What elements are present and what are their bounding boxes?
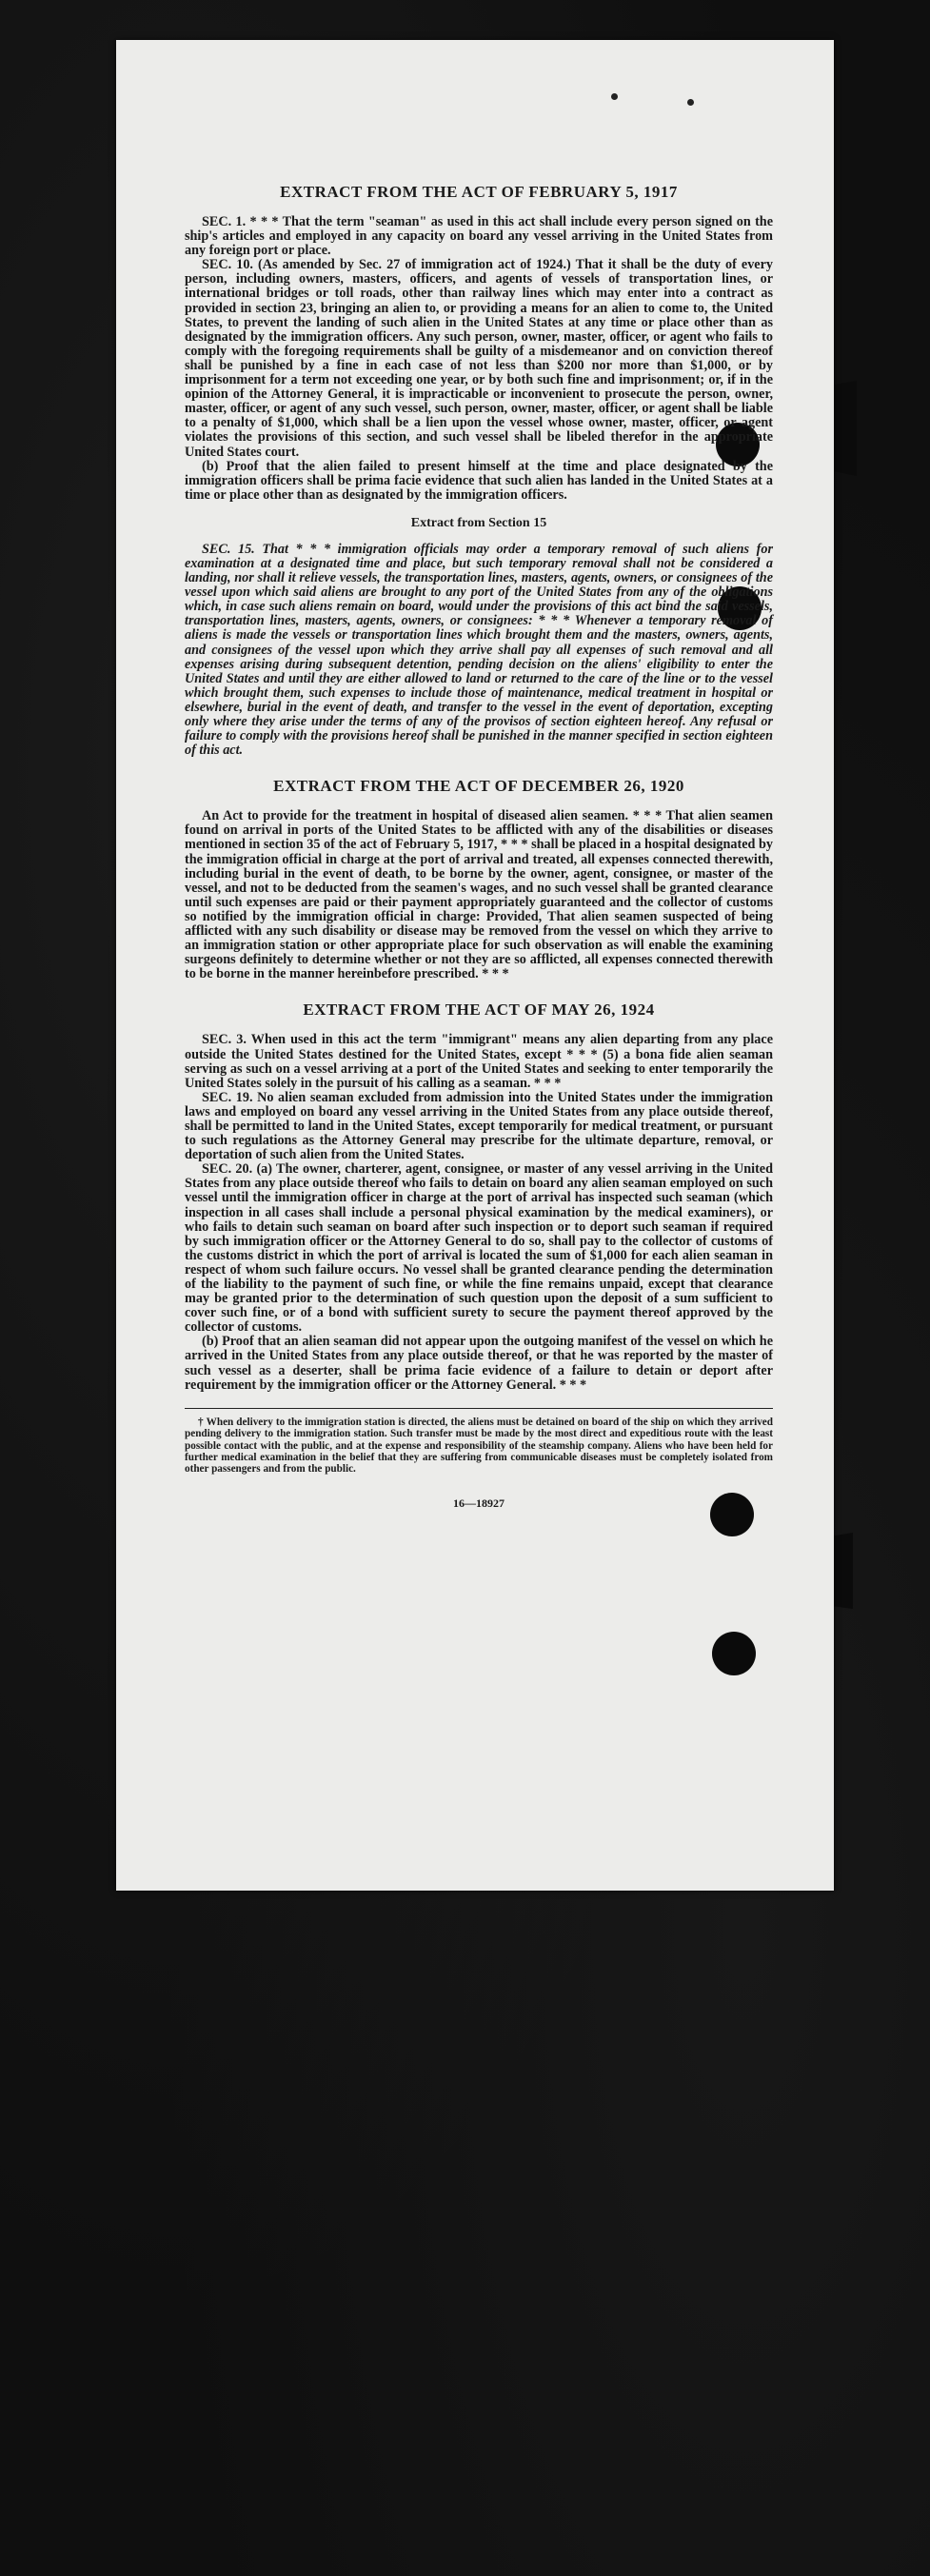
section-heading-1920: EXTRACT FROM THE ACT OF DECEMBER 26, 1920	[273, 777, 684, 796]
document-page	[116, 40, 834, 1891]
subheading-section-15: Extract from Section 15	[410, 515, 547, 530]
paragraph-sec-20-a: SEC. 20. (a) The owner, charterer, agent, consignee, or master of any vessel arriving in the United States from any place outside thereof who fails to detain on board any alien seaman employed on such vessel until the immigration officer in charge at the port of arrival has inspected such seaman (which inspection in all cases shall include a personal physical examination by the medical examiners), or who fails to detain such seaman on board after such inspection or to deport such seaman if required by such immigration officer or the Attorney General to do so, shall pay to the collector of customs of the customs district in which the port of arrival is located the sum of $1,000 for each alien seaman in respect of whom such failure occurs. No vessel shall be granted clearance pending the determination of the liability to the payment of such fine, or while the fine remains unpaid, except that clearance may be granted prior to the determination of such question upon the deposit of a sum sufficient to cover such fine, or of a bond with sufficient surety to secure the payment thereof approved by the collector of customs.	[185, 1161, 773, 1336]
footnote-divider	[185, 1408, 773, 1409]
paragraph-sec-3: SEC. 3. When used in this act the term "immigrant" means any alien departing from any place outside the United States destined for the United States, except * * * (5) a bona fide alien seaman serving as such on a vessel arriving at a port of the United States and seeking to enter temporarily the United States solely in the pursuit of his calling as a seaman. * * *	[185, 1032, 773, 1091]
section-heading-1917: EXTRACT FROM THE ACT OF FEBRUARY 5, 1917	[280, 183, 678, 201]
paragraph-sec-1: SEC. 1. * * * That the term "seaman" as used in this act shall include every person signed on the ship's articles and employed in any capacity on board any vessel arriving in the United States from any foreign port or place.	[185, 214, 773, 259]
speck-mark	[611, 93, 618, 100]
speck-mark	[687, 99, 694, 106]
paragraph-sec-10-b: (b) Proof that the alien failed to present himself at the time and place designated by the immigration officers shall be prima facie evidence that such alien has landed in the United States at a time or place other than as designated by the immigration officers.	[185, 458, 773, 503]
paragraph-sec-10: SEC. 10. (As amended by Sec. 27 of immigration act of 1924.) That it shall be the duty of every person, including owners, masters, officers, and agents of vessels of transportation lines, or international bridges or toll roads, other than railway lines which may enter into a contract as provided in section 23, bringing an alien to, or providing a means for an alien to come to, the United States, to prevent the landing of such alien in the United States at any time or place other than as designated by the immigration officers. Any such person, owner, master, officer, or agent who fails to comply with the foregoing requirements shall be guilty of a misdemeanor and on conviction thereof shall be punished by a fine in each case of not less than $200 nor more than $1,000, or by imprisonment for a term not exceeding one year, or by both such fine and imprisonment; or, if in the opinion of the Attorney General, it is impracticable or inconvenient to prosecute the person, owner, master, officer, or agent of any such vessel, such person, owner, master, officer, or agent shall be liable to a penalty of $1,000, which shall be a lien upon the vessel whose owner, master, officer, or agent violates the provisions of this section, and such vessel shall be libeled therefor in the appropriate United States court.	[185, 257, 773, 460]
paragraph-act-1920: An Act to provide for the treatment in hospital of diseased alien seamen. * * * That alien seamen found on arrival in ports of the United States to be afflicted with any of the disabilities or diseases mentioned in section 35 of the act of February 5, 1917, * * * shall be placed in a hospital designated by the immigration official in charge at the port of arrival and treated, all expenses connected therewith, including burial in the event of death, to be borne by the owner, agent, consignee, or master of the vessel, and not to be deducted from the seamen's wages, and no such vessel shall be granted clearance until such expenses are paid or their payment appropriately guaranteed and the collector of customs so notified by the immigration official in charge: Provided, That alien seamen suspected of being afflicted with any such disability or disease may be removed from the vessel on which they arrive to an immigration station or other appropriate place for such observation as will enable the examining surgeons definitely to determine whether or not they are so afflicted, all expenses connected therewith to be borne in the manner hereinbefore prescribed. * * *	[185, 808, 773, 982]
footnote: † When delivery to the immigration station is directed, the aliens must be detained on board of the ship on which they arrived pending delivery to the immigration station. Such transfer must be made by the most direct and expeditious route with the least possible contact with the public, and at the expense and responsibility of the steamship company. Aliens who have been held for further medical examination in the belief that they are suffering from communicable diseases must be completely isolated from other passengers and from the public.	[185, 1416, 773, 1476]
punch-hole	[712, 1632, 756, 1675]
document-body	[185, 183, 773, 1511]
section-heading-1924: EXTRACT FROM THE ACT OF MAY 26, 1924	[303, 1001, 655, 1020]
paragraph-sec-15: SEC. 15. That * * * immigration officials may order a temporary removal of such aliens for examination at a designated time and place, but such temporary removal shall not be considered a landing, nor shall it relieve vessels, the transportation lines, masters, agents, owners, or consignees of the vessel upon which said aliens are brought to any port of the United States from any of the obligations which, in case such aliens remain on board, would under the provisions of this act bind the said vessels, transportation lines, masters, agents, owners, or consignees: * * * Whenever a temporary removal of aliens is made the vessels or transportation lines which brought them and the masters, owners, agents, and consignees of the vessel upon which they arrive shall pay all expenses of such removal and all expenses arising during subsequent detention, pending decision on the aliens' eligibility to enter the United States and until they are either allowed to land or returned to the care of the line or to the vessel which brought them, such expenses to include those of maintenance, medical treatment in hospital or elsewhere, burial in the event of death, and transfer to the vessel in the event of deportation, excepting only where they arise under the terms of any of the provisos of section eighteen hereof. Any refusal or failure to comply with the provisions hereof shall be punished in the manner specified in section eighteen of this act.	[185, 541, 773, 759]
form-number: 16—18927	[453, 1496, 505, 1510]
paragraph-sec-20-b: (b) Proof that an alien seaman did not appear upon the outgoing manifest of the vessel on which he arrived in the United States from any place outside thereof, or that he was reported by the master of such vessel as a deserter, shall be prima facie evidence of a failure to detain or deport after requirement by the immigration officer or the Attorney General. * * *	[185, 1334, 773, 1393]
paragraph-sec-19: SEC. 19. No alien seaman excluded from admission into the United States under the immigration laws and employed on board any vessel arriving in the United States from any place outside thereof, shall be permitted to land in the United States, except temporarily for medical treatment, or pursuant to such regulations as the Attorney General may prescribe for the ultimate departure, removal, or deportation of such alien from the United States.	[185, 1089, 773, 1163]
